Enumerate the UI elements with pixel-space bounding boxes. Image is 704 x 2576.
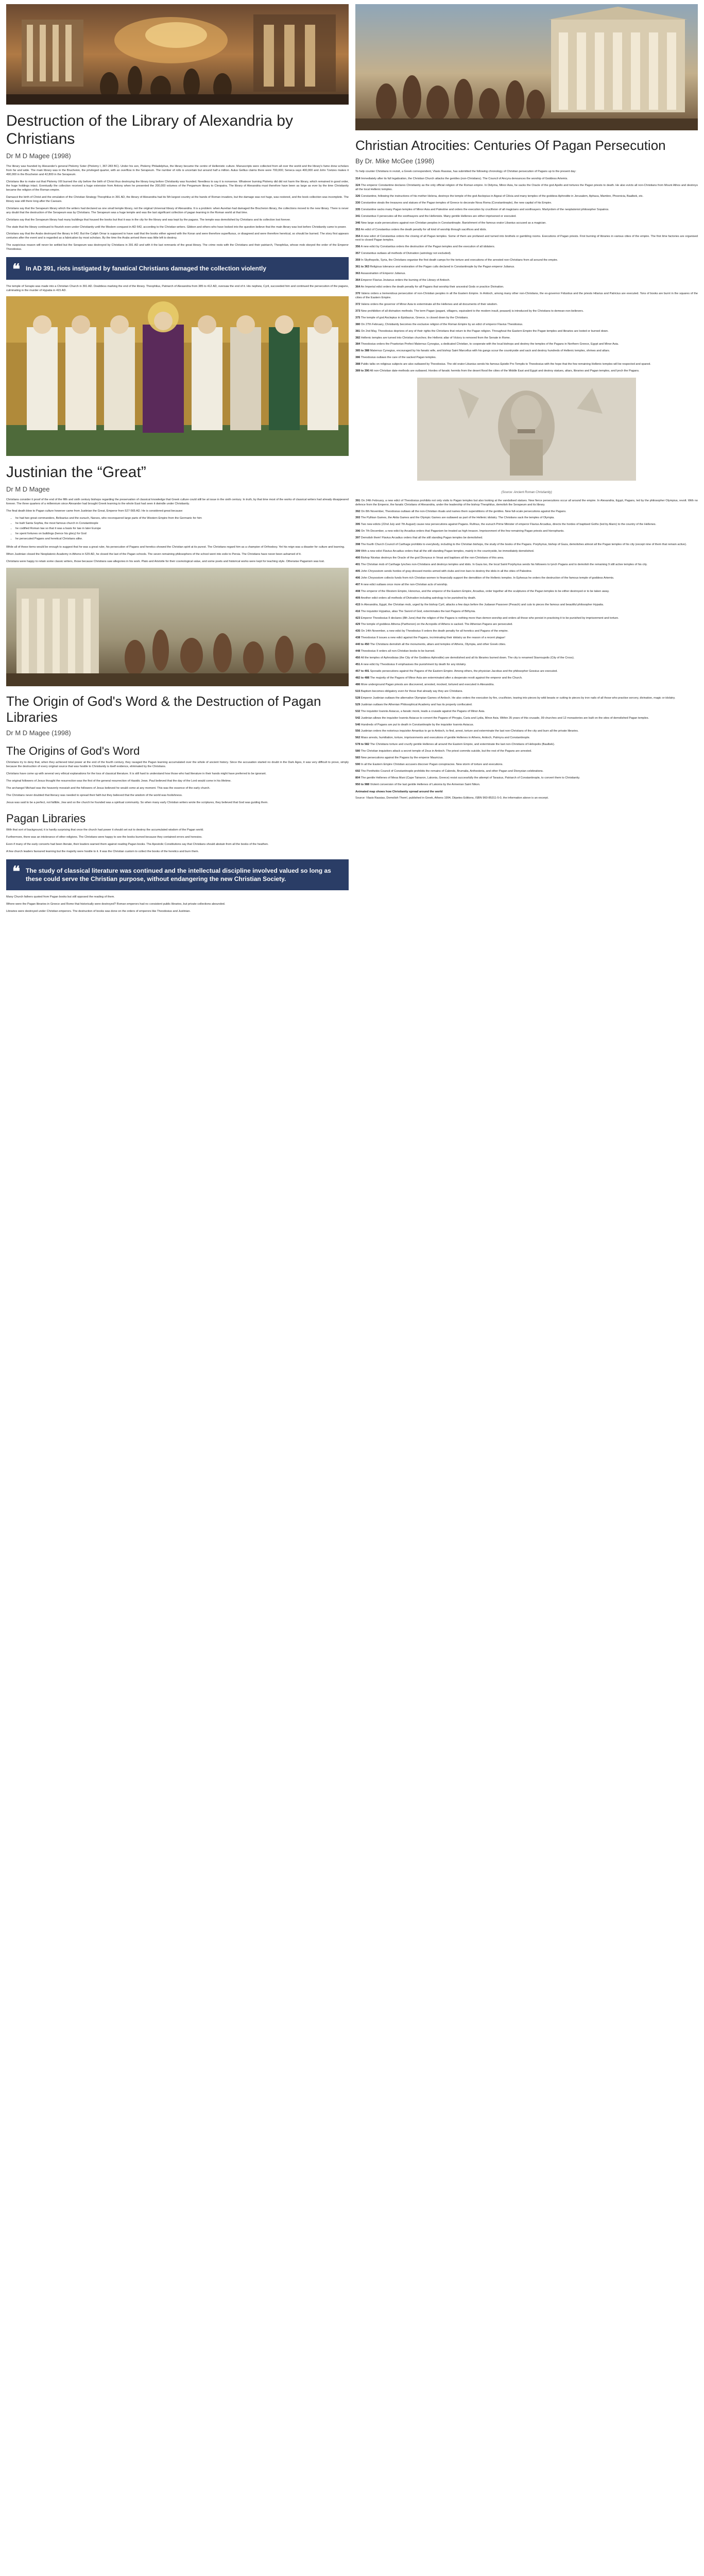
entry-text: Mass arrests, humiliation, torture, imprisonments and executions of gentile Hellenes in Athens, Antioch, Palmyra and Constantinople. [360,736,530,740]
chronology-entry [355,330,698,334]
entry-year: 590 [355,763,360,767]
chronology-entry [355,259,698,263]
chronology-entry [355,597,698,601]
chronology-entry [355,623,698,627]
entry-text: Valens orders the governor of Minor Asia to exterminate all the Hellenes and all documents of their wisdom. [360,302,498,306]
entry-text: Theodosius II orders all non-Christian books to be burned. [360,650,435,653]
entry-year: 416 [355,609,360,613]
entry-text: A new edict by Theodosius II emphasises the punishment by death for any idolatry. [360,663,467,667]
chronology-entry [355,323,698,327]
chronology-entry [355,349,698,353]
pull-quote [6,859,349,890]
article-byline: Dr M D Magee (1998) [6,151,71,160]
entry-year: 389 to 390 [355,369,370,373]
chronology-entry [355,663,698,667]
entry-year: 578 to 582 [355,743,370,747]
entry-text: In Alexandria, Egypt, the Christian mob, urged by the bishop Cyril, attacks a few days before the Judaean Passover (Pesach) and cuts to pieces the famous and beautiful philosopher Hypatia. [360,603,604,606]
chronology-entry [355,676,698,681]
chronology-list [355,177,698,374]
chronology-entry [355,201,698,206]
quote-icon: ❝ [12,261,21,278]
chronology-entry [355,683,698,687]
entry-year: 397 [355,536,360,540]
entry-text: On 14th November, a new edict by Theodosius II orders the death penalty for all heretics and Pagans of the empire. [360,630,509,633]
entry-year: 556 [355,730,360,733]
battle-painting [6,568,349,686]
chronology-entry [355,617,698,621]
entry-text: John Chrysostom collects funds from rich Christian women to financially support the demolition of the Hellenic temples. In Ephesus he orders the destruction of the famous temple of goddess Artemis. [360,576,614,580]
chronology-entry [355,643,698,647]
entry-year: 583 [355,756,360,760]
entry-text: Constantius outlaws all methods of Divination (astrology not excluded). [360,252,452,256]
chronology-entry [355,590,698,594]
justinian-mosaic [6,296,349,456]
entry-year: 330 [355,201,360,205]
chronology-entry [355,316,698,320]
chronology-entry [355,343,698,347]
entry-year: 450 [355,656,360,660]
entry-year: 346 [355,221,360,225]
article-byline: By Dr. Mike McGee (1998) [355,157,435,165]
entry-text: With a new edict Flavius Arcadius orders that all the still standing Pagan temples, mainly in the countryside, be immediately demolished. [360,550,535,553]
entry-text: Theodosius orders the Praetorian Prefect Maternus Cynegius, a dedicated Christian, to cooperate with the local bishops and destroy the temples of the Pagans in Northern Greece, Egypt and Minor Asia. [360,343,619,346]
entry-text: New prohibition of all divination methods. The term Pagan (pagani, villagers, equivalent to the modern insult, peasant) is introduced by the Christians to demean non-believers. [360,309,584,313]
temple-destruction-painting [355,4,698,130]
entry-text: New large scale persecutions against non-Christian peoples in Constantinople. Banishment of the famous orator Libanius accused as a magician. [360,221,546,225]
entry-year: 405 [355,569,360,573]
entry-text: Demolish them! Flavius Arcadius orders that all the still standing Pagan temples be demolished. [360,536,483,540]
entry-year: 335 [355,208,360,211]
chronology-entry [355,697,698,701]
entry-year: 440 to 450 [355,643,370,647]
entry-text: The inquisitor Ioannis Asiacus, a fanatic monk, leads a crusade against the Pagans of Minor Asia. [360,709,485,713]
chronology-entry [355,650,698,654]
entry-text: In Skythopolis, Syria, the Christians organise the first death camps for the torture and executions of the arrested non-Christians from all around the empire. [360,259,558,262]
closing-question: Animated map shows how Christianity spread around the world [355,790,443,793]
entry-year: 398 [355,543,360,547]
entry-text: Public talks on religious subjects are also outlawed by Theodosius. The old orator Libanius sends his famous Epistle Pro Templis to Theodosius with the hope that the few remaining Hellenic temples will be respected and spared. [360,363,651,366]
entry-text: The emperor of the Western Empire, Honorius, and the emperor of the Eastern Empire, Arcadius, order together all the sculptures of the Pagan temples to be either destroyed or to be taken away. [360,589,610,593]
entry-year: 486 [355,683,360,686]
entry-year: 386 [355,356,360,360]
article-paragraph: When Justinian closed the Neoplatonic Academy in Athens in 529 AD, he closed the last of the Pagan schools. The seven remaining philosophers of the school went into exile to Persia. The Christians have never been ashamed of it. [6,552,302,556]
entry-text: The inquisitor Hypatius, alias The Sword of God, exterminates the last Pagans of Bithynia. [360,609,476,613]
entry-text: Another edict orders all methods of Divination including astrology to be punished by death. [360,596,476,600]
article-paragraph: Christians were happy to retain some classic writers, those because Christians saw allegories in his work. Plato and Aristotle for their cosmological value, and some poets and historical works were kept for teaching style. Otherwise Paganism was lost. [6,560,325,563]
chronology-entry [355,516,698,520]
entry-year: 385 to 388 [355,349,370,353]
entry-year: 370 [355,292,360,295]
article-paragraph: Many Church fathers quoted from Pagan books but still opposed the reading of them. [6,895,115,899]
entry-year: 562 [355,736,360,740]
article-paragraph: With that sort of background, it is hardly surprising that once the church had power it should set out to destroy the accumulated wisdom of the Pagan world. [6,828,204,832]
chronology-entry [355,710,698,714]
article-title: The Origin of God's Word & the Destruction of Pagan Libraries [6,693,321,725]
entry-text: Two new edicts (22nd July and 7th August) cause new persecutions against Pagans. Rufinus, the eunuch Prime Minister of emperor Flavius Arcadius, directs the hordes of baptised Goths (led by Alaric) to the country of the Hellenes. [360,523,657,527]
entry-year: 384 [355,343,360,346]
entry-text: Religious tolerance and restoration of the Pagan cults declared in Constantinople by the Pagan emperor Julianus. [370,265,515,269]
entry-year: 356 [355,245,360,249]
article-paragraph: The temple of Serapis was made into a Christian Church in 391 AD. Doubtless marking the end of the library. Theophilus, Patriarch of Alexandria from 385 to 412 AD, oversaw the end of it. His nephew, Cyril, succeeded him and continued the persecution of the pagans, culminating in the murder of Hypatia in 415 AD. [6,285,349,293]
chronology-entry [355,730,698,734]
entry-year: 451 [355,663,360,667]
chronology-entry [355,252,698,256]
article-paragraph: The final death blow to Pagan culture however came from Justinian the Great, Emperor from 527-565 AD. He is considered great because: [6,510,183,513]
entry-year: 372 [355,302,360,306]
article-paragraph: Christians say that the Serapeum library which the writers had declared as one small temple library, not the original Universal library of Alexandria. It is a problem: when Aurelian had damaged the Brucheion library, the collections moved to the new library. There is never any doubt that the destruction of the Serapeum was by Christians. The Serapeum was a huge temple and was the last significant collection of pagan learning in the Roman world at that time. [6,207,349,214]
chronology-entry [355,310,698,314]
entry-text: New persecutions against the Pagans by the emperor Mauricius. [360,756,444,760]
entry-text: The emperor Constantine declares Christianity as the only official religion of the Roman empire. In Didyma, Minor Asia, he sacks the Oracle of the god Apollo and tortures the Pagan priests to death. He also evicts all non-Christians from Mount Athos and destroys all the local Hellenic temples. [355,184,698,191]
chronology-entry [355,577,698,581]
list-item: • he persecuted Pagans and heretical Christians alike. [15,537,349,541]
chronology-entry [355,703,698,707]
entry-text: On 27th February, Christianity becomes the exclusive religion of the Roman Empire by an edict of emperor Flavius Theodosius. [360,323,523,326]
entry-text: An edict of Constantius orders the death penalty for all kind of worship through sacrifices and idols. [360,228,487,231]
chronology-entry [355,750,698,754]
chronology-entry [355,292,698,300]
entry-year: 429 [355,623,360,626]
chronology-entry [355,369,698,374]
chronology-entry [355,510,698,514]
entry-year: 401 [355,563,360,567]
entry-year: 407 [355,583,360,586]
article-title: Christian Atrocities: Centuries Of Pagan Persecution [355,138,666,153]
chronology-entry [355,550,698,554]
article-paragraph: Libraries were destroyed under Christian emperors. The destruction of books was done on the orders of emperors like Theodosius and Justinian. [6,910,191,913]
chronology-entry [355,583,698,587]
list-item: • he built Santa Sophia, the most famous church in Constantinople [15,522,349,526]
statue-photo [355,378,698,488]
entry-year: 415 [355,603,360,606]
entry-text: On 2nd May, Theodosius deprives of any of their rights the Christians that return to the Pagan religion. Throughout the Eastern Empire the Pagan temples and libraries are looted or burned down. [360,329,609,333]
entry-year: 408 [355,589,360,593]
chronology-entry [355,563,698,567]
article-paragraph: Even if many of the early converts had been literate, their leaders warned them against reading Pagan books. The Apostolic Constitutions say that Christians should abstain from all the books of the heathen. [6,843,269,846]
entry-text: Justinian allows the inquisitor Ioannis Asiacus to convert the Pagans of Phrygia, Caria and Lydia, Minor Asia. Within 35 years of this crusade, 99 churches and 12 monasteries are built on the sites of demolished Pagan temples. [360,716,649,720]
chronology-entry [355,215,698,219]
list-item: • he spent fortunes on buildings (hence his glory) for God [15,532,349,536]
chronology-entry [355,603,698,607]
entry-text: Sporadic persecutions against the Pagans of the Eastern Empire. Among others, the physician Jacobus and the philosopher Gessius are executed. [370,670,558,673]
entry-text: All non-Christian date-methods are outlawed. Hordes of fanatic hermits from the desert flood the cities of the Middle East and Egypt and destroy statues, altars, libraries and Pagan temples, and lynch the Pagans. [370,369,640,373]
article-title: Justinian the “Great” [6,464,146,481]
entry-text: Bishop Nicetas destroys the Oracle of the god Dionysus in Vesai and baptises all the non-Christians of this area. [360,556,504,560]
chronology-entry [355,235,698,243]
entry-text: Constantine sacks many Pagan temples of Minor Asia and Palestine and orders the execution by crucifixion of all magicians and soothsayers. Martyrdom of the neoplatonist philosopher Sopatros. [360,208,609,211]
entry-year: 406 [355,576,360,580]
chronology-entry [355,556,698,561]
entry-text: Immediately after its full legalization, the Christian Church attacks the gentiles (non-Christians). The Council of Ancyra denounces the worship of Goddess Artemis. [360,177,568,181]
chronology-entry [355,656,698,660]
entry-text: Maternus Cynegius, encouraged by his fanatic wife, and bishop Saint Marcellus with his gangs scour the countryside and sack and destroy hundreds of Hellenic temples, shrines and altars. [370,349,610,353]
article-paragraph: Christians like to make out that Ptolemy XIII burned the city before the birth of Christ thus destroying the library long before Christianity was founded. Needless to say it is nonsense. Whatever burning Ptolemy did did not harm the library, which remained in good order, the huge holdings intact. Eventually the collection received a huge extension from Antony when he presented the 200,000 volumes of the Pergamum library to Cleopatra. The library of Alexandria must therefore have been as large as ever by the time Christianity became the religion of the Roman empire. [6,180,349,192]
chronology-entry [355,245,698,249]
article-intro: To help counter Christians in revisit, a Greek correspondent, Vlasis Rassias, has submitted the following chronology of Christian persecution of Pagans up to the present day: [355,170,576,174]
entry-text: Justinian orders the notorious inquisitor Amantius to go to Antioch, to find, arrest, torture and exterminate the last non-Christians of the city and burn all the private libraries. [360,730,579,733]
chronology-entry [355,670,698,674]
entry-year: 546 [355,723,360,726]
entry-text: The majority of the Pagans of Minor Asia are exterminated after a desperate revolt against the emperor and the Church. [370,676,523,680]
chronology-entry [355,265,698,269]
chronology-entry [355,222,698,226]
chronology-entry [355,636,698,640]
entry-text: Hundreds of Pagans are put to death in Constantinople by the inquisitor Ioannis Asiacus. [360,723,474,726]
chronology-entry [355,279,698,283]
entry-year: 326 [355,194,360,198]
entry-text: Hellenic temples are turned into Christian churches; the Hellenic altar of Victory is removed from the Senate in Rome. [360,336,511,340]
entry-year: 396 [355,530,360,533]
entry-year: 482 to 488 [355,676,370,680]
chronology-entry [355,763,698,767]
entry-text: On 8th November, Theodosius outlaws all the non-Christian rituals and names them superstitions of the gentiles. New full-scale persecutions against the Pagans. [360,510,566,513]
chronology-entry [355,177,698,181]
article-paragraph: Christians try to deny that, when they achieved total power at the end of the fourth century, they ravaged the Pagan learning accumulated over the whole of ancient history. Since the accusation started no doubt in the Dark Ages, it was very difficult to prove, simply because the destruction of every original source that was hostile to Christianity is itself evidence, eliminated by the Christians. [6,761,349,769]
entry-year: 409 [355,596,360,600]
entry-year: 359 [355,259,360,262]
entry-year: 950 to 988 [355,783,370,786]
pull-quote-text: The study of classical literature was continued and the intellectual discipline involved valued so long as these could serve the Christian purpose, without endangering the new Christian Society. [26,867,331,883]
pull-quote [6,257,349,280]
entry-text: On 24th February, a new edict of Theodosius prohibits not only visits to Pagan temples but also looking at the vandalised statues. New fierce persecutions occur all around the empire. In Alexandria, Egypt, Pagans, led by the philosopher Olympius, revolt. With no defence from the Emperor, the fanatic Christians of Alexandria, under the leadership of the bishop Theophilus, demolish the Serapeum and its library. [355,499,698,506]
article-paragraph: Christians say that the Arabs destroyed the library in 642. But the Caliph Omar is supposed to have said that the books either agreed with the Koran and were therefore superfluous, or disagreed and were therefore heretical, so should be burned. The story first appears centuries after the event and is regarded as a fabrication by most scholars. By the time the Arabs arrived there was little left to destroy. [6,232,349,240]
article-paragraph: While all of these items would be enough to suggest that he was a great ruler, his persecution of Pagans and heretics showed the Christian spirit at its purest. The Christians regard him as a champion of Orthodoxy. Yet his reign was a disaster for culture and learning. [6,545,345,549]
entry-text: The fourth Church Council of Carthage prohibits to everybody, including to the Christian bishops, the study of the books of the Pagans. Porphyrius, bishop of Gaza, demolishes almost all the Pagan temples of his city (except nine of them that remain active). [360,543,687,547]
article-paragraph: Where were the Pagan libraries in Greece and Rome that historically were destroyed? Roman emperors had no consistent public libraries, but private collections abounded. [6,903,226,906]
entry-text: The Christians demolish all the monuments, altars and temples of Athens, Olympia, and other Greek cities. [370,643,506,647]
chronology-entry [355,743,698,747]
entry-text: Assassination of Emperor Julianus. [360,272,406,276]
list-item: • he codified Roman law so that it was a basis for law in later Europe [15,527,349,531]
left-column [6,0,349,2576]
entry-text: The temple of god Asclepius in Epidaurus, Greece, is closed down by the Christians. [360,316,469,319]
section-heading: The Origins of God's Word [6,744,140,758]
chronology-entry [355,336,698,341]
entry-text: Constantine, following the instructions of his mother Helena, destroys the temple of the god Asclepius in Aigeai of Cilicia and many temples of the goddess Aphrodite in Jerusalem, Aphaca, Mambre, Phoenicia, Baalbek, etc. [360,194,644,198]
entry-year: 324 [355,184,360,187]
entry-year: 392 [355,510,360,513]
entry-text: Valens orders a tremendous persecution of non-Christian peoples in all the Eastern Empire. In Antioch, among many other non-Christians, the ex-governor Fidustius and the priests Hilarius and Patricius are executed. Tons of books are burnt in the squares of the cities of the Eastern Empire. [355,292,698,299]
entry-text: The Pythian Games, the Aktia Games and the Olympic Games are outlawed as part of the Hellenic idolatry. The Christians sack the temples of Olympia. [360,516,555,520]
chronology-entry [355,363,698,367]
entry-text: A new edict by Constantius orders the destruction of the Pagan temples and the execution of all idolaters. [360,245,495,249]
article-paragraph: Damascii the birth of Christ and the emulation of the Christian Strategy Theophilus in 391 AD, the library of Alexandria had its 5th largest country at the hands of Roman invaders, but the damage was not huge, was restored, and the book collection was incomplete. The library was still there long after the Caesars. [6,195,349,203]
entry-text: A new edict of Constantius orders the closing of all Pagan temples. Some of them are profaned and turned into brothels or gambling rooms. Executions of Pagan priests. First burning of libraries in various cities of the empire. The first lime factories are organised next to closed Pagan temples. [355,234,698,242]
chronology-entry [355,356,698,360]
bullet-list [15,517,349,541]
chronology-entry [355,285,698,290]
entry-text: John Chrysostom sends hordes of gray-dressed monks armed with clubs and iron bars to destroy the idols in all the cities of Palestine. [360,569,533,573]
entry-text: The Christians torture and crucify gentile Hellenes all around the Eastern Empire, and exterminate the last non-Christians of Heliopolis (Baalbek). [370,743,555,747]
chronology-entry [355,776,698,781]
chronology-entry [355,184,698,192]
article-paragraph: Furthermore, there was an intolerance of other religions. The Christians were happy to see the books burned because they contained errors and heresies. [6,836,202,839]
chronology-entry [355,523,698,527]
entry-year: 400 [355,556,360,560]
entry-year: 515 [355,689,360,693]
entry-year: 373 [355,309,360,313]
article-paragraph: The Christians never doubted that literacy was needed to spread their faith but they believed that the wisdom of the world was foolishness. [6,794,183,798]
entry-text: The Penthekto Council of Constantinople prohibits the remains of Calends, Brumalia, Anthesteria, and other Pagan and Dionysian celebrations. [360,770,544,773]
entry-year: 375 [355,316,360,319]
chronology-entry [355,610,698,614]
chronology-entry [355,717,698,721]
article-paragraph: Christians have come up with several very ethical explanations for the loss of classical literature. It is still hard to understand how those who had literature in their hands might have preferred to be ignorant. [6,772,267,776]
chronology-entry [355,690,698,694]
entry-year: 804 [355,776,360,780]
entry-text: Theodosius outlaws the care of the sacked Pagan temples. [360,356,437,360]
chronology-entry [355,536,698,540]
entry-text: Emperor Flavius Jovianus orders the burning of the Library of Antioch. [360,279,451,282]
entry-text: In all the Eastern Empire Christian accusers discover Pagan conspiracies. New storm of torture and executions. [360,763,503,767]
entry-text: On 7th December, a new edict by Arcadius orders that Paganism be treated as high treason. Imprisonment of the few remaining Pagan priests and hierophants. [360,530,564,533]
entry-year: 438 [355,636,360,640]
article-byline: Dr M D Magee [6,485,50,493]
entry-year: 448 [355,650,360,653]
chronology-entry [355,195,698,199]
article-byline: Dr M D Magee (1998) [6,728,71,737]
entry-text: The gentile Hellenes of Mesa Mani (Cape Tainaron, Lakonia, Greece) resist successfully the attempt of Tarasius, Patriarch of Constantinople, to convert them to Christianity. [360,776,580,780]
entry-year: 381 [355,329,360,333]
entry-year: 364 [355,285,360,289]
entry-text: The Christian mob of Carthage lynches non-Christians and destroys temples and idols. In Gaza too, the local Saint Porphyrius sends his followers to lynch Pagans and to demolish the remaining 9 still active temples of his city. [360,563,647,567]
chronology-list [355,499,698,787]
chronology-entry [355,756,698,760]
entry-year: 528 [355,696,360,700]
entry-year: 382 [355,336,360,340]
entry-year: 354 [355,234,360,238]
entry-text: The Christian inquisitors attack a secret temple of Zeus in Antioch. The priest commits suicide, but the rest of the Pagans are arrested. [360,750,532,753]
entry-year: 393 [355,516,360,520]
entry-text: The temple of goddess Athena (Parthenon) on the Acropolis of Athens is sacked. The Athenian Pagans are persecuted. [360,623,513,626]
entry-text: A new edict outlaws once more all the non-Christian acts of worship. [360,583,448,586]
entry-text: Theodosius II issues a new edict against the Pagans, incriminating their idolatry as the reason of a recent plague! [360,636,505,640]
entry-year: 399 [355,550,360,553]
entry-year: 692 [355,770,360,773]
entry-text: Emperor Theodosius II declares (8th June) that the religion of the Pagans is nothing more than demon worship and orders all those who persist in practicing it to be punished by imprisonment and torture. [360,616,619,620]
source-note: Source: Vlasis Rassias, Demolish Them!, published in Greek, Athens 1994, Diipetes Editions, ISBN 960-85311-5-0, the information above is an excerpt. [355,796,549,800]
entry-year: 542 [355,716,360,720]
chronology-entry [355,272,698,276]
entry-text: Justinian outlaws the Athenian Philosophical Academy and has its property confiscated. [360,703,473,706]
chronology-entry [355,228,698,232]
chronology-entry [355,736,698,740]
chronology-entry [355,723,698,727]
article-paragraph: Jesus was said to be a perfect, not fallible, Jew and so the church he founded was a spiritual community. So when many early Christian writers wrote the scriptures, they believed that God was guiding them. [6,801,268,805]
entry-text: Constantius II persecutes all the soothsayers and the Hellenists. Many gentile Hellenes are either imprisoned or executed. [360,214,517,218]
entry-year: 532 [355,709,360,713]
chronology-entry [355,543,698,547]
article-paragraph: The original followers of Jesus thought the resurrection was the first of the general resurrection of Hasidic Jews. Paul believed that the day of the Lord would come in his lifetime. [6,779,232,783]
article-paragraph: Christians consider it proof of the end of the fifth and sixth century bishops regarding the preservation of classical knowledge that Greek culture could still be at issue in the sixth century. In truth, by that time most of the works of classical writers had already disappeared forever. The three quarters of a millennium since Alexander had brought Greek learning to the whole East had seen it dwindle under Christianity. [6,498,349,506]
chronology-entry [355,630,698,634]
entry-year: 364 [355,279,360,282]
list-item: • he had two great commanders, Belisarius and the eunuch, Narses, who reconquered large parts of the Western Empire from the Germanic for him [15,517,349,521]
right-column [355,0,698,2576]
entry-year: 457 to 491 [355,670,370,673]
entry-year: 380 [355,323,360,326]
chronology-entry [355,303,698,307]
chronology-entry [355,530,698,534]
chronology-entry [355,499,698,507]
library-fire-painting [6,4,349,105]
entry-text: Emperor Justinian outlaws the alternative Olympian Games of Antioch. He also orders the execution by fire, crucifixion, tearing into pieces by wild beasts or cutting to pieces by iron nails of all those who practise sorcery, divination, magic or idolatry. [360,696,676,700]
article-paragraph: Christians say that the Serapeum library had many buildings that housed the books but that it was in the city for the library and was kept by the pagans. The temple was demolished by Christians and its collection lost forever. [6,218,291,222]
entry-text: Constantine steals the treasures and statues of the Pagan temples of Greece to decorate Nova Roma (Constantinople), the new capital of his Empire. [360,201,552,205]
section-heading: Pagan Libraries [6,812,86,825]
article-paragraph: The suspicious reason will never be settled but the Serapeum was destroyed by Christians in 391 AD and with it the last remnants of the great library. The crime rests with the Christians and their patriarch, Theophilus, whose mob obeyed the order of the Emperor Theodosius. [6,244,349,251]
entry-text: More underground Pagan priests are discovered, arrested, mocked, tortured and executed in Alexandria. [360,683,494,686]
entry-year: 388 [355,363,360,366]
article-title: Destruction of the Library of Alexandria by Christians [6,112,293,148]
chronology-entry [355,208,698,212]
entry-text: All the temples of Aphrodisias (the City of the Goddess Aphrodite) are demolished and all its libraries burned down. The city is renamed Stavroupolis (City of the Cross). [360,656,575,660]
article-paragraph: The library was founded by Alexander's general Ptolemy Soter (Ptolemy I, 367-283 BC). Under his son, Ptolemy Philadelphus, the library became the centre of Hellenistic culture. Manuscripts were collected from all over the world and the library's fame drew scholars from far and wide. The main library was in the Brucheion, the privileged quarter, with an overflow in the Serapeum. The number of rolls is uncertain but around half a million. Aulus Gellius claims there were 700,000; Seneca says 400,000 and John Tzetzes makes it 490,000 in the Brucheion and 42,800 in the Serapeum. [6,165,349,177]
image-caption: (Source: Ancient Roman Christianity) [501,491,552,495]
entry-text: Violent conversion of the last gentile Hellenes of Lakonia by the Armenian Saint Nikon. [370,783,480,786]
entry-year: 435 [355,630,360,633]
article-paragraph: A few church leaders favoured learning but the majority were hostile to it. It was the Christian custom to collect the books of the heretics and burn them. [6,850,199,854]
entry-year: 363 [355,272,360,276]
quote-icon: ❝ [12,863,21,880]
article-paragraph: The archangel Michael was the heavenly messiah and the followers of Jesus believed he would come at any moment. This was the essence of the early church. [6,787,211,790]
pull-quote-text: In AD 391, riots instigated by fanatical Christians damaged the collection violently [26,265,266,273]
chronology-entry [355,570,698,574]
entry-year: 357 [355,252,360,256]
entry-year: 529 [355,703,360,706]
entry-year: 341 [355,214,360,218]
entry-year: 361 to 363 [355,265,370,269]
entry-year: 580 [355,750,360,753]
entry-year: 391 [355,499,360,502]
article-paragraph: The state that the library continued to flourish even under Christianity until the Moslem conquest in AD 642, according to the Christian writers. Gibbon and others who have looked into the question believe that the main library was lost before Christianity came to power. [6,225,347,229]
chronology-entry [355,783,698,787]
entry-text: Baptism becomes obligatory even for those that already say they are Christians. [360,689,463,693]
entry-text: An Imperial edict orders the death penalty for all Pagans that worship their ancestral Gods or practice Divination. [360,285,504,289]
entry-year: 353 [355,228,360,231]
entry-year: 423 [355,616,360,620]
chronology-entry [355,770,698,774]
entry-year: 395 [355,523,360,527]
entry-year: 314 [355,177,360,181]
